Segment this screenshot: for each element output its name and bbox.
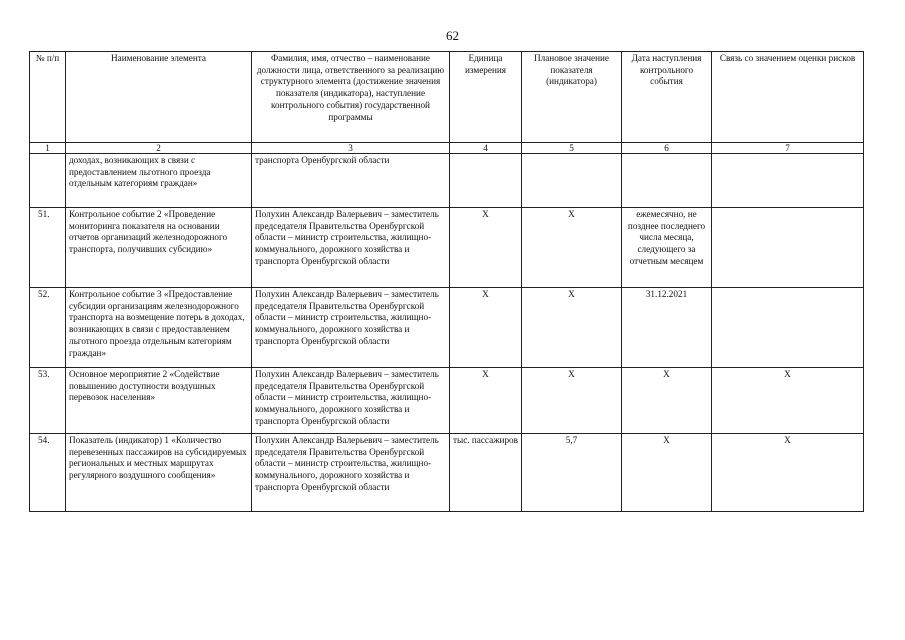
event-date: 31.12.2021 [622, 288, 712, 368]
element-name: Основное мероприятие 2 «Содействие повышению доступности воздушных перевозок населения» [66, 368, 252, 434]
risk-link: Х [712, 434, 864, 512]
header-unit: Единица измерения [450, 52, 522, 143]
unit: Х [450, 208, 522, 288]
table-row [30, 368, 864, 434]
responsible-person: Полухин Александр Валерьевич – заместитель председателя Правительства Оренбургской области – министр строительства, жилищно-коммунального, дорожного хозяйства и транспорта Оренбургской области [252, 288, 450, 368]
header-element-name: Наименование элемента [66, 52, 252, 143]
column-number: 5 [522, 143, 622, 154]
column-number: 7 [712, 143, 864, 154]
element-name: Контрольное событие 3 «Предоставление субсидии организациям железнодорожного транспорта на возмещение потерь в доходах, возникающих в связи с предоставлением льготного проезда отдельным категориям граждан» [66, 288, 252, 368]
unit: Х [450, 368, 522, 434]
responsible-person: Полухин Александр Валерьевич – заместитель председателя Правительства Оренбургской области – министр строительства, жилищно-коммунального, дорожного хозяйства и транспорта Оренбургской области [252, 434, 450, 512]
element-name: Контрольное событие 2 «Проведение мониторинга показателя на основании отчетов организаций железнодорожного транспорта, получивших субсидию» [66, 208, 252, 288]
responsible-person: транспорта Оренбургской области [252, 154, 450, 208]
risk-link [712, 208, 864, 288]
plan-value: Х [522, 288, 622, 368]
column-number: 2 [66, 143, 252, 154]
column-number: 4 [450, 143, 522, 154]
unit: тыс. пассажиров [450, 434, 522, 512]
table-row [30, 154, 864, 208]
header-row [30, 52, 864, 143]
event-date [622, 154, 712, 208]
header-responsible: Фамилия, имя, отчество – наименование должности лица, ответственного за реализацию структурного элемента (достижение значения показателя (индикатора), наступление контрольного события) государственной программы [252, 52, 450, 143]
row-number: 53. [30, 368, 66, 434]
header-risk-link: Связь со значением оценки рисков [712, 52, 864, 143]
column-number: 3 [252, 143, 450, 154]
risk-link [712, 154, 864, 208]
column-number: 1 [30, 143, 66, 154]
unit [450, 154, 522, 208]
event-date: ежемесячно, не позднее последнего числа месяца, следующего за отчетным месяцем [622, 208, 712, 288]
plan-value [522, 154, 622, 208]
event-date: Х [622, 434, 712, 512]
risk-link [712, 288, 864, 368]
responsible-person: Полухин Александр Валерьевич – заместитель председателя Правительства Оренбургской области – министр строительства, жилищно-коммунального, дорожного хозяйства и транспорта Оренбургской области [252, 368, 450, 434]
header-number: № п/п [30, 52, 66, 143]
program-elements-table [29, 51, 864, 512]
unit: Х [450, 288, 522, 368]
risk-link: Х [712, 368, 864, 434]
element-name: доходах, возникающих в связи с предоставлением льготного проезда отдельным категориям граждан» [66, 154, 252, 208]
header-plan-value: Плановое значение показателя (индикатора) [522, 52, 622, 143]
column-number: 6 [622, 143, 712, 154]
column-numbers-row [30, 143, 864, 154]
row-number: 51. [30, 208, 66, 288]
row-number: 54. [30, 434, 66, 512]
row-number: 52. [30, 288, 66, 368]
plan-value: Х [522, 368, 622, 434]
table-row [30, 434, 864, 512]
plan-value: 5,7 [522, 434, 622, 512]
event-date: Х [622, 368, 712, 434]
header-event-date: Дата наступления контрольного события [622, 52, 712, 143]
row-number [30, 154, 66, 208]
table-row [30, 208, 864, 288]
plan-value: Х [522, 208, 622, 288]
table-row [30, 288, 864, 368]
responsible-person: Полухин Александр Валерьевич – заместитель председателя Правительства Оренбургской области – министр строительства, жилищно-коммунального, дорожного хозяйства и транспорта Оренбургской области [252, 208, 450, 288]
element-name: Показатель (индикатор) 1 «Количество перевезенных пассажиров на субсидируемых региональных и местных маршрутах регулярного воздушного сообщения» [66, 434, 252, 512]
page-number: 62 [446, 28, 459, 43]
